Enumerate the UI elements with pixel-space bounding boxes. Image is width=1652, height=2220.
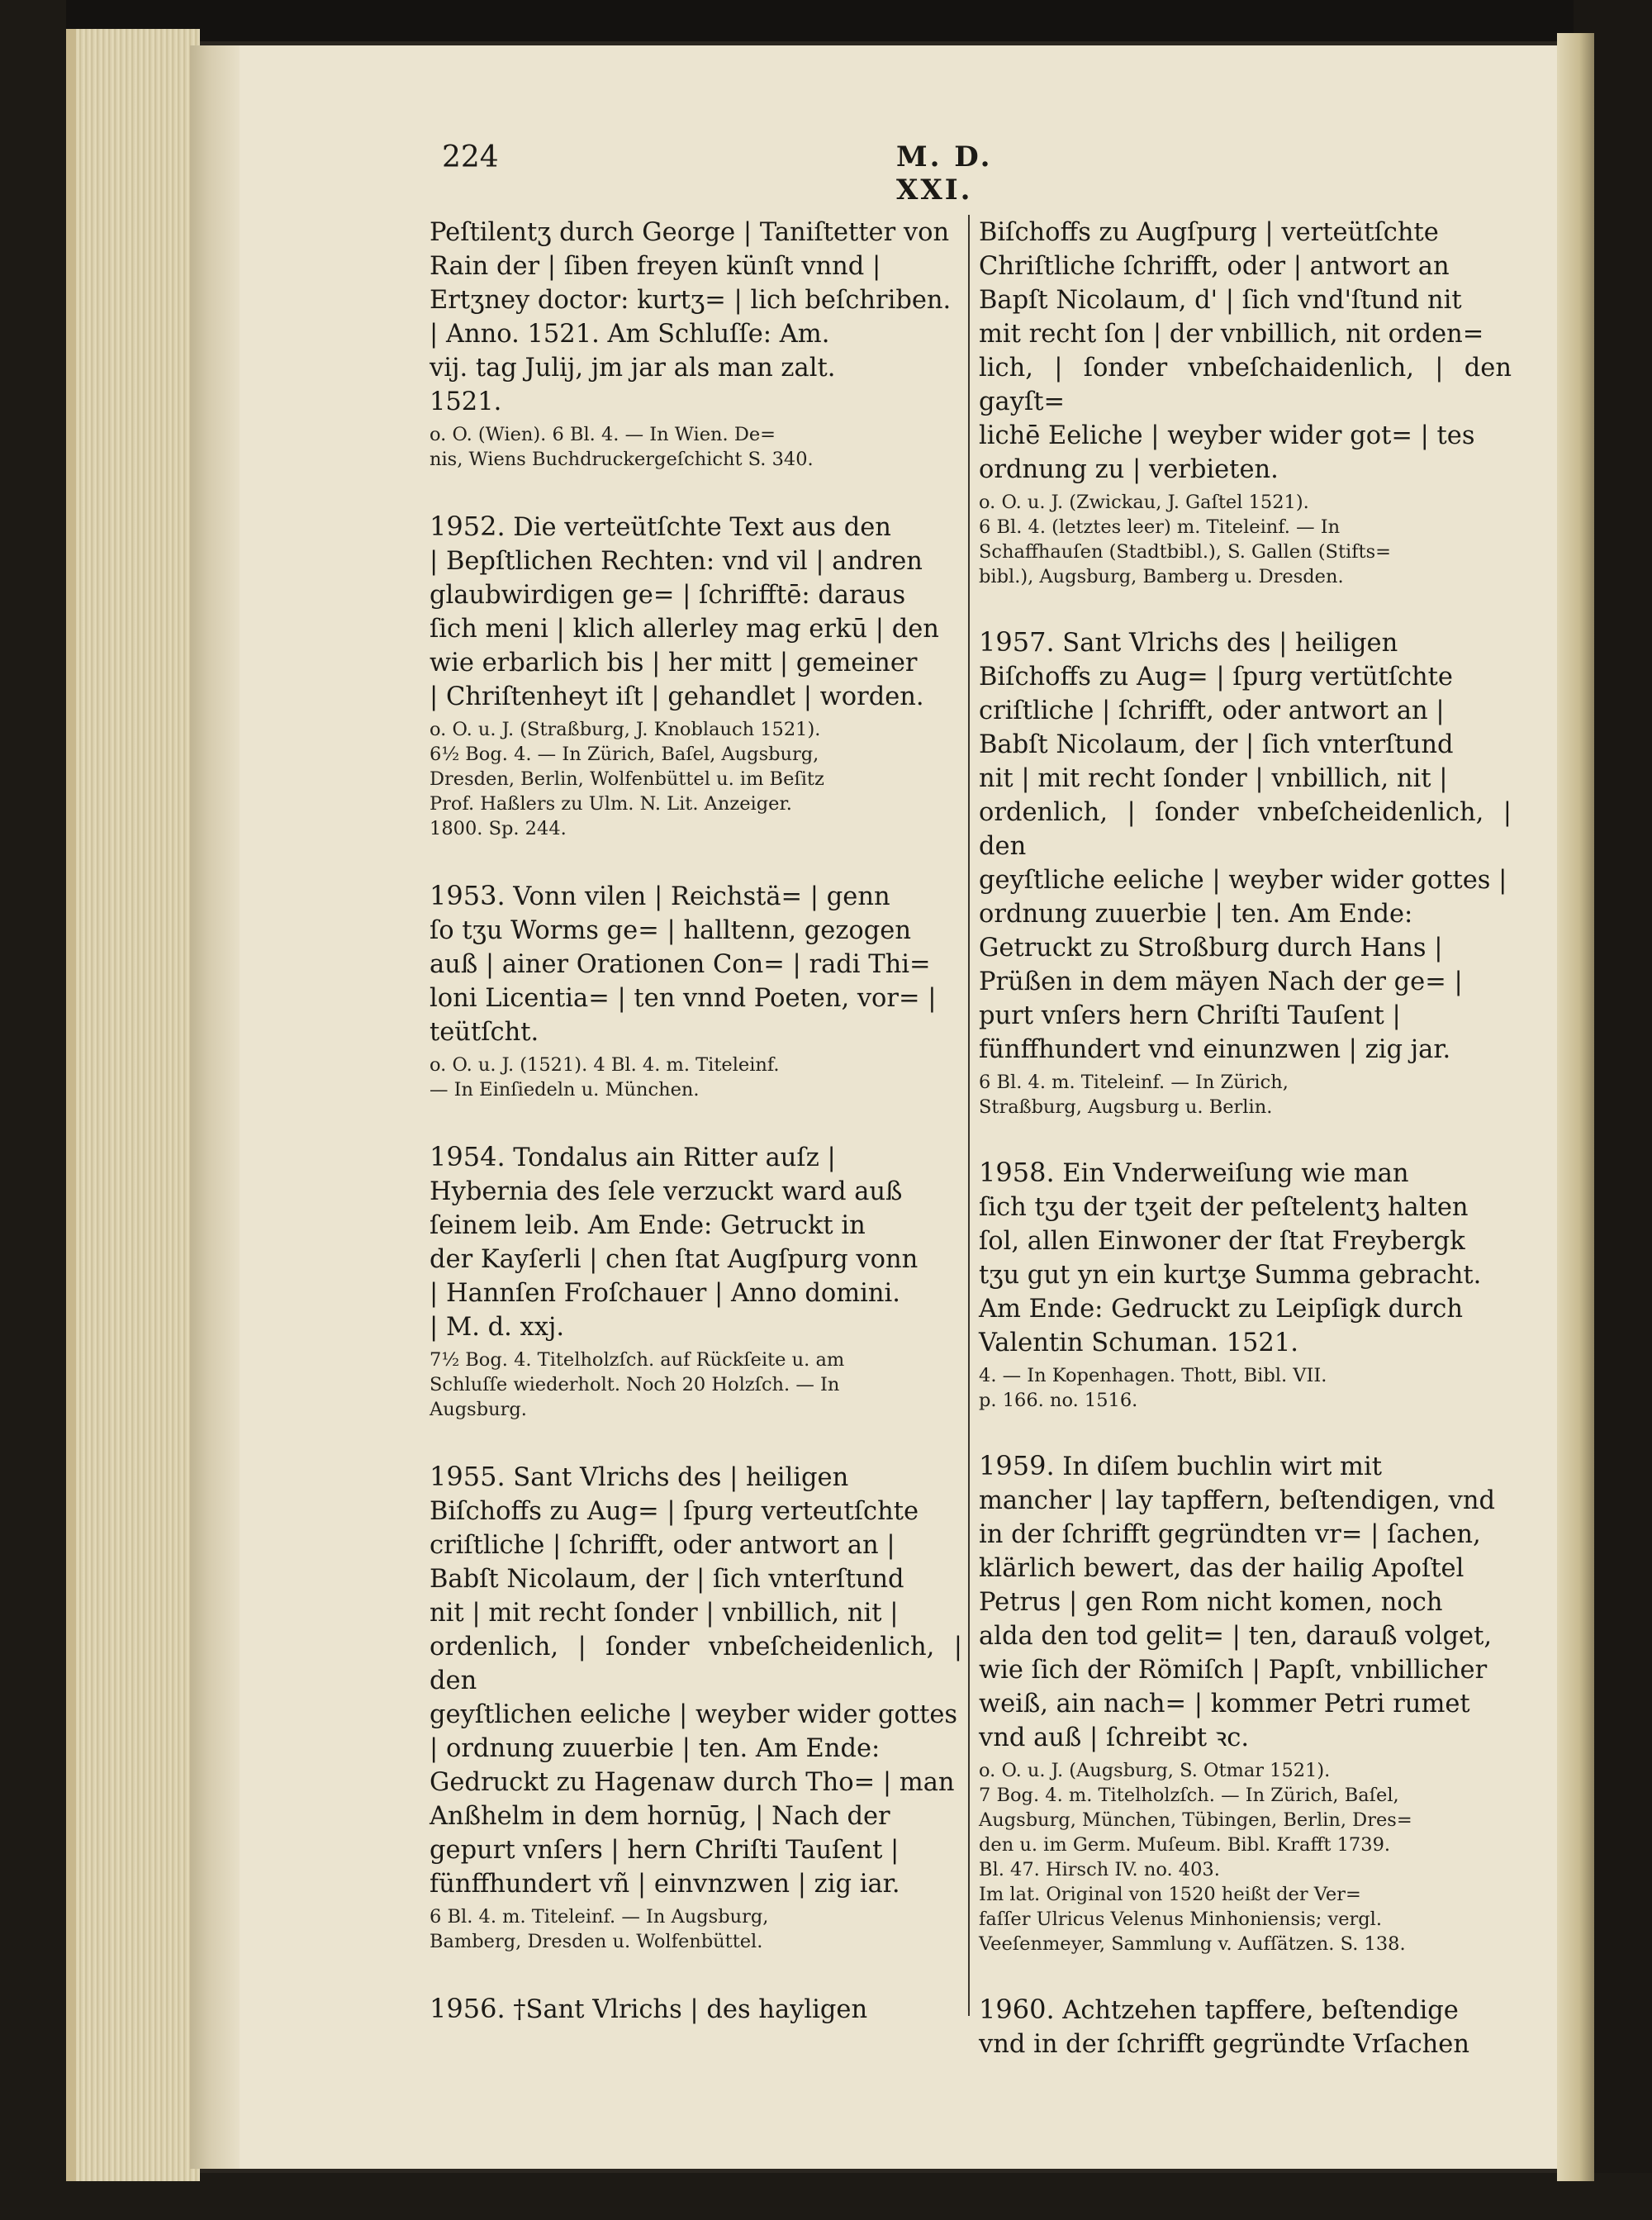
entry-notes: o. O. u. J. (Zwickau, J. Gaſtel 1521). 6 Bl. 4. (letztes leer) m. Titeleinf. — In Schaffhauſen (Stadtbibl.), S. Gallen (Stifts= bibl.), Augsburg, Bamberg u. Dresden. bbox=[979, 492, 1391, 587]
entry-notes: o. O. (Wien). 6 Bl. 4. — In Wien. De= nis, Wiens Buchdruckergeſchicht S. 340. bbox=[430, 424, 814, 470]
right-column bbox=[979, 215, 1512, 2098]
background-left bbox=[0, 0, 66, 2220]
entry-title: Peſtilentʒ durch George | Taniſtetter von Rain der | ſiben freyen künſt vnnd | Ertʒney doctor: kurtʒ= | lich beſchriben. | Anno. 1521. Am Schluſſe: Am. vij. tag Julij, jm jar als man zalt. 1521. bbox=[430, 218, 952, 416]
entry-1958 bbox=[979, 1156, 1512, 1413]
entry-text bbox=[430, 1992, 962, 2027]
entry-1953 bbox=[430, 879, 962, 1102]
entry-notes: 6 Bl. 4. m. Titeleinf. — In Zürich, Straßburg, Augsburg u. Berlin. bbox=[979, 1072, 1289, 1118]
book-gutter bbox=[190, 45, 240, 2169]
entry-number: 1956. bbox=[430, 1993, 506, 2024]
entry-notes: o. O. u. J. (1521). 4 Bl. 4. m. Titeleinf. — In Einſiedeln u. München. bbox=[430, 1054, 780, 1100]
background-top bbox=[0, 0, 1652, 41]
column-divider bbox=[968, 215, 970, 2016]
entry-notes: 4. — In Kopenhagen. Thott, Bibl. VII. p. 166. no. 1516. bbox=[979, 1365, 1327, 1411]
entry-number: 1954. bbox=[430, 1141, 506, 1172]
entry-title: †Sant Vlrichs | des hayligen bbox=[505, 1995, 868, 2024]
entry-notes: 6 Bl. 4. m. Titeleinf. — In Augsburg, Bamberg, Dresden u. Wolfenbüttel. bbox=[430, 1906, 769, 1952]
entry-number: 1958. bbox=[979, 1157, 1055, 1188]
entry-1954 bbox=[430, 1140, 962, 1422]
entry-number: 1957. bbox=[979, 626, 1055, 658]
entry-text bbox=[979, 1993, 1512, 2061]
entry-text bbox=[430, 510, 962, 714]
right-cover-edge bbox=[1557, 33, 1594, 2181]
entry-1956-continuation bbox=[979, 215, 1512, 589]
background-bottom bbox=[0, 2173, 1652, 2220]
entry-title: Achtzehen tapffere, beſtendige vnd in der ſchrifft gegründte Vrſachen bbox=[979, 1996, 1469, 2059]
entry-text bbox=[979, 625, 1512, 1067]
entry-1952 bbox=[430, 510, 962, 841]
entry-text bbox=[430, 1460, 962, 1901]
entry-notes: o. O. u. J. (Straßburg, J. Knoblauch 1521). 6½ Bog. 4. — In Zürich, Baſel, Augsburg, Dresden, Berlin, Wolfenbüttel u. im Beſitz Prof. Haßlers zu Ulm. N. Lit. Anzeiger. 1800. Sp. 244. bbox=[430, 719, 824, 839]
entry-title: Sant Vlrichs des | heiligen Biſchoffs zu Aug= | ſpurg verteutſchte criſtliche | ſchrifft, oder antwort an | Babſt Nicolaum, der | ſich vnterſtund nit | mit recht ſonder | vnbillich, nit | ordenlich, | ſonder vnbeſcheidenlich, | den geyſtlichen eeliche | weyber wider gottes | ordnung zuuerbie | ten. Am Ende: Gedruckt zu Hagenaw durch Tho= | man Anßhelm in dem hornūg, | Nach der gepurt vnſers | hern Chriſti Tauſent | fünffhundert vñ | einvnzwen | zig iar. bbox=[430, 1463, 962, 1899]
entry-title: Biſchoffs zu Augſpurg | verteütſchte Chriſtliche ſchrifft, oder | antwort an Bapſt Nicolaum, d' | ſich vnd'ſtund nit mit recht ſon | der vnbillich, nit orden= lich, | ſonder vnbeſchaidenlich, | den gayſt= lichē Eeliche | weyber wider got= | tes ordnung zu | verbieten. bbox=[979, 218, 1512, 484]
entry-number: 1952. bbox=[430, 511, 506, 542]
left-column bbox=[430, 215, 962, 2065]
entry-title: Vonn vilen | Reichstä= | genn ſo tʒu Worms ge= | halltenn, gezogen auß | ainer Orationen Con= | radi Thi= loni Licentia= | ten vnnd Poeten, vor= | teütſcht. bbox=[430, 882, 937, 1047]
entry-title: Tondalus ain Ritter auſz | Hybernia des ſele verzuckt ward auß ſeinem leib. Am Ende: Getruckt in der Kayſerli | chen ſtat Augſpurg vonn | Hannſen Froſchauer | Anno domini. | M. d. xxj. bbox=[430, 1143, 919, 1342]
entry-title: Sant Vlrichs des | heiligen Biſchoffs zu Aug= | ſpurg vertütſchte criſtliche | ſchrifft, oder antwort an | Babſt Nicolaum, der | ſich vnterſtund nit | mit recht ſonder | vnbillich, nit | ordenlich, | ſonder vnbeſcheidenlich, | den geyſtliche eeliche | weyber wider gottes | ordnung zuuerbie | ten. Am Ende: Getruckt zu Stroßburg durch Hans | Prüßen in dem mäyen Nach der ge= | purt vnſers hern Chriſti Tauſent | fünffhundert vnd einunzwen | zig jar. bbox=[979, 629, 1512, 1064]
entry-notes: 7½ Bog. 4. Titelholzſch. auf Rückſeite u. am Schluſſe wiederholt. Noch 20 Holzſch. — In Augsburg. bbox=[430, 1349, 845, 1420]
entry-number: 1959. bbox=[979, 1450, 1055, 1481]
entry-continuation bbox=[430, 215, 962, 472]
entry-number: 1953. bbox=[430, 880, 506, 911]
entry-text bbox=[979, 1449, 1512, 1755]
entry-1956 bbox=[430, 1992, 962, 2027]
entry-1955 bbox=[430, 1460, 962, 1954]
entry-text bbox=[979, 215, 1512, 487]
page-stack-edges bbox=[66, 29, 200, 2181]
entry-text bbox=[430, 215, 962, 419]
entry-notes: o. O. u. J. (Augsburg, S. Otmar 1521). 7 Bog. 4. m. Titelholzſch. — In Zürich, Baſel, Augsburg, München, Tübingen, Berlin, Dres= den u. im Germ. Muſeum. Bibl. Krafft 1739. Bl. 47. Hirsch IV. no. 403. Im lat. Original von 1520 heißt der Ver= faſſer Ulricus Velenus Minhoniensis; vergl. Veeſenmeyer, Sammlung v. Aufſätzen. S. 138. bbox=[979, 1760, 1412, 1955]
entry-title: Ein Vnderweiſung wie man ſich tʒu der tʒeit der peſtelentʒ halten ſol, allen Einwoner der ſtat Freybergk tʒu gut yn ein kurtʒe Summa gebracht. Am Ende: Gedruckt zu Leipſigk durch Valentin Schuman. 1521. bbox=[979, 1159, 1482, 1357]
header-title: M. D. XXI. bbox=[896, 140, 993, 207]
page-number: 224 bbox=[442, 140, 499, 174]
entry-text bbox=[430, 1140, 962, 1344]
entry-number: 1955. bbox=[430, 1461, 506, 1492]
entry-1960 bbox=[979, 1993, 1512, 2061]
entry-title: In diſem buchlin wirt mit mancher | lay tapffern, beſtendigen, vnd in der ſchrifft gegründten vr= | ſachen, klärlich bewert, das der hailig Apoſtel Petrus | gen Rom nicht komen, noch alda den tod gelit= | ten, darauß volget, wie ſich der Römiſch | Papſt, vnbillicher weiß, ain nach= | kommer Petri rumet vnd auß | ſchreibt ꝛc. bbox=[979, 1452, 1496, 1752]
entry-1959 bbox=[979, 1449, 1512, 1956]
page-header bbox=[417, 140, 1078, 207]
entry-number: 1960. bbox=[979, 1994, 1055, 2025]
entry-title: Die verteütſchte Text aus den | Bepſtlichen Rechten: vnd vil | andren glaubwirdigen ge= | ſchrifftē: daraus ſich meni | klich allerley mag erkū | den wie erbarlich bis | her mitt | gemeiner | Chriſtenheyt iſt | gehandlet | worden. bbox=[430, 513, 939, 711]
entry-text bbox=[430, 879, 962, 1049]
entry-text bbox=[979, 1156, 1512, 1360]
entry-1957 bbox=[979, 625, 1512, 1120]
